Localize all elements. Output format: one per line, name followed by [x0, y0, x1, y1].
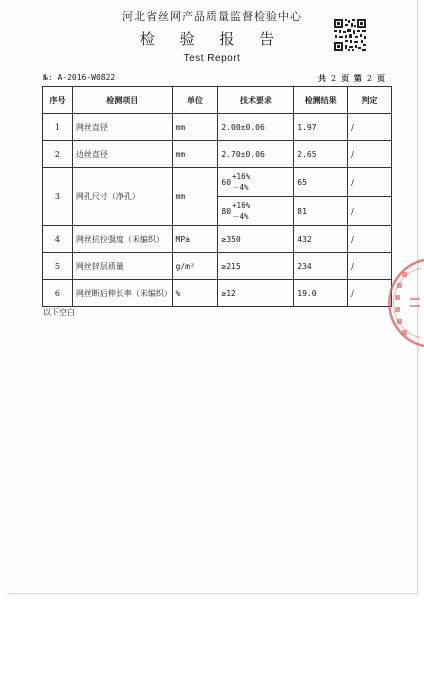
tolerance-lower: －4% [232, 212, 249, 221]
row-requirement [218, 168, 294, 197]
table-row [43, 253, 392, 280]
table-row [43, 168, 392, 197]
row-result: 234 [294, 253, 348, 280]
row-unit: % [172, 280, 218, 307]
row-no: 1 [43, 114, 73, 141]
tolerance-lower: －4% [232, 183, 249, 192]
row-unit: mm [172, 114, 218, 141]
header-unit: 单位 [172, 87, 218, 114]
row-result: 81 [294, 197, 348, 226]
row-result: 2.65 [294, 141, 348, 168]
header-no: 序号 [43, 87, 73, 114]
table-header-row [43, 87, 392, 114]
tolerance-stack [232, 171, 250, 193]
page-label-post: 页 [376, 73, 385, 83]
row-result: 19.0 [294, 280, 348, 307]
table-row [43, 141, 392, 168]
row-item: 边丝直径 [72, 141, 172, 168]
row-no: 6 [43, 280, 73, 307]
row-item: 网孔尺寸（净孔） [72, 168, 172, 226]
row-requirement: ≥12 [218, 280, 294, 307]
row-no: 5 [43, 253, 73, 280]
row-requirement: 2.70±0.06 [218, 141, 294, 168]
row-item: 网丝锌层质量 [72, 253, 172, 280]
total-label-post: 页 [341, 73, 350, 83]
row-no: 3 [43, 168, 73, 226]
header-item: 检测项目 [72, 87, 172, 114]
row-item: 网丝断后伸长率（未编织） [72, 280, 172, 307]
row-requirement: 2.00±0.06 [218, 114, 294, 141]
row-no: 2 [43, 141, 73, 168]
tolerance [221, 171, 250, 193]
row-verdict: / [348, 168, 392, 197]
row-result: 65 [294, 168, 348, 197]
row-unit: mm [172, 168, 218, 226]
row-result: 432 [294, 226, 348, 253]
page-label-pre: 第 [353, 73, 362, 83]
header-verdict: 判定 [348, 87, 392, 114]
row-unit: MPa [172, 226, 218, 253]
table-row [43, 280, 392, 307]
row-verdict: / [348, 226, 392, 253]
page-number: 2 [366, 74, 372, 83]
page-indicator [318, 73, 387, 84]
row-item: 网丝直径 [72, 114, 172, 141]
tolerance-stack [232, 200, 250, 222]
tolerance-base: 80 [221, 206, 232, 216]
total-pages: 2 [331, 74, 337, 83]
row-verdict: / [348, 280, 392, 307]
row-verdict: / [348, 114, 392, 141]
row-item: 网丝抗拉强度（未编织） [72, 226, 172, 253]
organization-name: 河北省丝网产品质量监督检验中心 [122, 10, 302, 23]
total-label-pre: 共 [318, 73, 326, 83]
tolerance [221, 200, 250, 222]
test-results-table [42, 86, 392, 307]
table-row [43, 226, 392, 253]
header-requirement: 技术要求 [218, 87, 294, 114]
tolerance-base: 60 [221, 177, 232, 187]
row-unit: mm [172, 141, 218, 168]
row-no: 4 [43, 226, 73, 253]
table-row [43, 114, 392, 141]
header-result: 检测结果 [294, 87, 348, 114]
row-verdict: / [348, 141, 392, 168]
row-requirement: ≥215 [218, 253, 294, 280]
official-stamp-icon [388, 258, 424, 348]
qr-code-icon [333, 18, 367, 52]
end-note: 以下空白 [43, 308, 75, 317]
row-requirement: ≥350 [218, 226, 294, 253]
row-verdict: / [348, 197, 392, 226]
row-verdict: / [348, 253, 392, 280]
report-title: 检 验 报 告 [139, 30, 285, 48]
row-unit: g/m² [172, 253, 218, 280]
report-number: №: A-2016-W0822 [43, 73, 116, 82]
report-title-english: Test Report [183, 53, 241, 64]
tolerance-upper: +16% [232, 172, 251, 181]
row-requirement [218, 197, 294, 226]
tolerance-upper: +16% [232, 201, 251, 210]
row-result: 1.97 [294, 114, 348, 141]
